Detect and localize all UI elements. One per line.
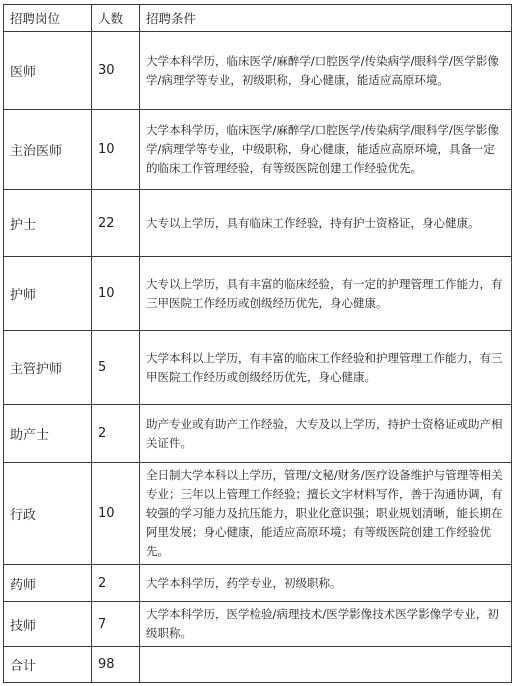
row-count: 10 bbox=[92, 110, 140, 190]
table-row bbox=[4, 110, 512, 190]
row-count: 2 bbox=[92, 405, 140, 463]
row-requirement: 大专以上学历，具有临床工作经验，持有护士资格证，身心健康。 bbox=[140, 190, 512, 257]
row-requirement: 大专以上学历，具有丰富的临床经验，有一定的护理管理工作能力，有三甲医院工作经历或创级经历优先，身心健康。 bbox=[140, 257, 512, 331]
row-position: 行政 bbox=[4, 463, 92, 565]
header-count: 人数 bbox=[92, 5, 140, 32]
table-row bbox=[4, 602, 512, 647]
row-count: 7 bbox=[92, 602, 140, 647]
table-row bbox=[4, 32, 512, 110]
row-requirement: 全日制大学本科以上学历，管理/文秘/财务/医疗设备维护与管理等相关专业；三年以上管理工作经验；擅长文字材料写作，善于沟通协调，有较强的学习能力及抗压能力，职业化意识强；职业规划清晰，能长期在阿里发展；身心健康，能适应高原环境；有等级医院创建工作经验优先。 bbox=[140, 463, 512, 565]
row-requirement: 大学本科学历，临床医学/麻醉学/口腔医学/传染病学/眼科学/医学影像学/病理学等专业，初级职称，身心健康，能适应高原环境。 bbox=[140, 32, 512, 110]
header-position: 招聘岗位 bbox=[4, 5, 92, 32]
row-requirement: 大学本科学历，医学检验/病理技术/医学影像技术医学影像学专业，初级职称。 bbox=[140, 602, 512, 647]
table-row bbox=[4, 565, 512, 602]
row-count: 10 bbox=[92, 463, 140, 565]
row-count: 22 bbox=[92, 190, 140, 257]
row-position: 助产士 bbox=[4, 405, 92, 463]
row-position: 护士 bbox=[4, 190, 92, 257]
row-count: 30 bbox=[92, 32, 140, 110]
total-requirement-empty bbox=[140, 647, 512, 683]
total-label: 合计 bbox=[4, 647, 92, 683]
row-requirement: 大学本科学历，临床医学/麻醉学/口腔医学/传染病学/眼科学/医学影像学/病理学等专业，中级职称，身心健康，能适应高原环境，具备一定的临床工作管理经验，有等级医院创建工作经验优先。 bbox=[140, 110, 512, 190]
row-count: 2 bbox=[92, 565, 140, 602]
row-position: 医师 bbox=[4, 32, 92, 110]
table-row bbox=[4, 257, 512, 331]
row-requirement: 大学本科以上学历，有丰富的临床工作经验和护理管理工作能力，有三甲医院工作经历或创级经历优先，身心健康。 bbox=[140, 331, 512, 405]
table-row bbox=[4, 405, 512, 463]
row-requirement: 大学本科学历，药学专业，初级职称。 bbox=[140, 565, 512, 602]
row-position: 药师 bbox=[4, 565, 92, 602]
row-position: 主治医师 bbox=[4, 110, 92, 190]
row-requirement: 助产专业或有助产工作经验，大专及以上学历，持护士资格证或助产相关证件。 bbox=[140, 405, 512, 463]
table-row bbox=[4, 190, 512, 257]
row-position: 技师 bbox=[4, 602, 92, 647]
table-header-row bbox=[4, 5, 512, 32]
recruitment-table bbox=[3, 4, 512, 683]
header-requirement: 招聘条件 bbox=[140, 5, 512, 32]
table-row bbox=[4, 331, 512, 405]
table-total-row bbox=[4, 647, 512, 683]
table-row bbox=[4, 463, 512, 565]
total-count: 98 bbox=[92, 647, 140, 683]
row-count: 10 bbox=[92, 257, 140, 331]
row-position: 主管护师 bbox=[4, 331, 92, 405]
row-position: 护师 bbox=[4, 257, 92, 331]
row-count: 5 bbox=[92, 331, 140, 405]
